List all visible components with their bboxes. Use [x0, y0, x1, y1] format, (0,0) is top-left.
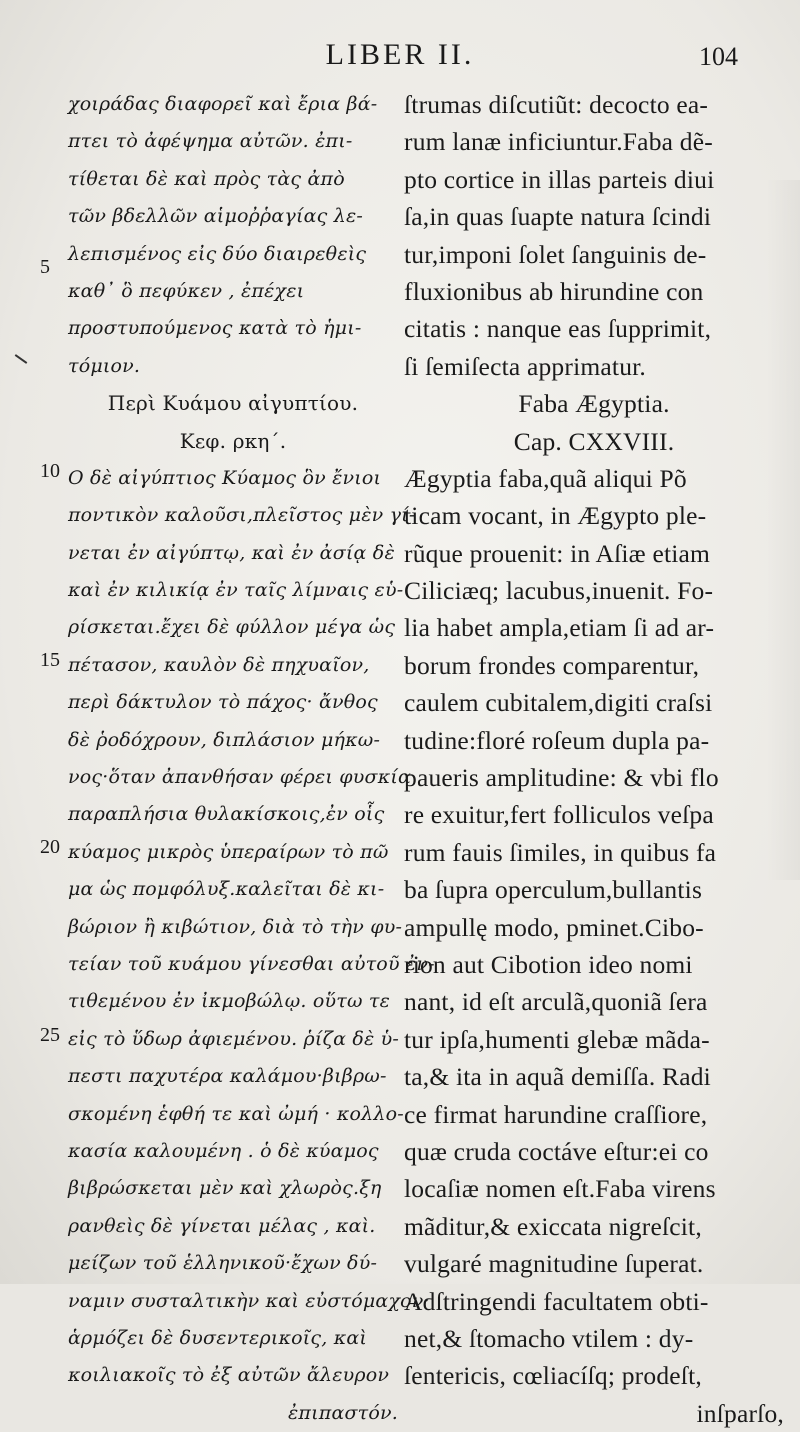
greek-line: κύαμος μικρὸς ὑπεραίρων τὸ πῶ	[68, 840, 389, 863]
greek-line: πεστι παχυτέρα καλάμου·βιβρω-	[68, 1065, 387, 1088]
greek-line: ἐπιπαστόν.	[288, 1401, 398, 1424]
greek-line: μα ὡς πομφόλυξ.καλεῖται δὲ κι-	[68, 878, 385, 901]
margin-mark	[15, 354, 28, 364]
line-number-25: 25	[40, 1024, 60, 1046]
latin-line: pto cortice in illas parteis diui	[404, 164, 715, 194]
latin-line: rum lanæ inficiuntur.Faba dẽ-	[404, 127, 713, 157]
line-number-20: 20	[40, 836, 60, 858]
latin-line: ſentericis, cœliacíſq; prodeſt,	[404, 1361, 702, 1391]
greek-section-title: Περὶ Κυάμου αἰγυπτίου.	[107, 391, 359, 416]
greek-line: βώριον ἢ κιβώτιον, διὰ τὸ τὴν φυ-	[68, 915, 403, 938]
latin-line: rũque prouenit: in Aſiæ etiam	[404, 538, 711, 568]
latin-line: re exuitur,fert folliculos veſpa	[404, 800, 714, 830]
latin-line: ſi ſemiſecta apprimatur.	[404, 351, 647, 381]
greek-line: τιθεμένου ἐν ἰκμοβώλῳ. οὕτω τε	[68, 990, 391, 1013]
latin-line: vulgaré magnitudine ſuperat.	[404, 1249, 704, 1279]
latin-line: lia habet ampla,etiam ſi ad ar-	[404, 613, 715, 643]
latin-line: tur ipſa,humenti glebæ mãda-	[404, 1024, 710, 1054]
folio-number: 104	[699, 42, 738, 71]
greek-line: λεπισμένος εἰς δύο διαιρεθεὶς	[68, 242, 367, 265]
latin-line: mãditur,& exiccata nigreſcit,	[404, 1211, 702, 1241]
latin-line: Adſtringendi facultatem obti-	[404, 1286, 709, 1316]
greek-line: χοιράδας διαφορεῖ καὶ ἔρια βά-	[68, 93, 378, 115]
greek-line: ρίσκεται.ἔχει δὲ φύλλον μέγα ὡς	[68, 616, 396, 639]
greek-line: ναμιν συσταλτικὴν καὶ εὐστόμαχον·	[68, 1289, 430, 1312]
greek-line: κασία καλουμένη . ὁ δὲ κύαμος	[68, 1139, 379, 1162]
page-header	[0, 38, 800, 84]
latin-line: tur,imponi ſolet ſanguinis de-	[404, 239, 707, 269]
latin-line: quæ cruda coctáve eſtur:ei co	[404, 1136, 709, 1166]
latin-line: ta,& ita in aquã demiſſa. Radi	[404, 1062, 711, 1092]
greek-chapter-number: Κεφ. ρκη΄.	[179, 428, 287, 453]
greek-line: μείζων τοῦ ἑλληνικοῦ·ἔχων δύ-	[68, 1252, 378, 1275]
greek-line: ποντικὸν καλοῦσι,πλεῖστος μὲν γί-	[68, 504, 416, 527]
latin-line: ce firmat harundine craſſiore,	[404, 1099, 708, 1129]
latin-line: Ciliciæq; lacubus,inuenit. Fo-	[404, 576, 714, 606]
greek-line: νος·ὅταν ἀπανθήσαν φέρει φυσκία	[68, 766, 412, 789]
greek-line: τίθεται δὲ καὶ πρὸς τὰς ἀπὸ	[68, 167, 345, 190]
latin-line: Ægyptia faba,quã aliqui Põ	[404, 463, 687, 493]
greek-line: νεται ἐν αἰγύπτῳ, καὶ ἐν ἀσίᾳ δὲ	[68, 541, 395, 564]
greek-line: πτει τὸ ἀφέψημα αὐτῶν. ἐπι-	[68, 130, 353, 153]
latin-line: ampullę modo, pminet.Cibo-	[404, 912, 704, 942]
line-number-15: 15	[40, 649, 60, 671]
latin-line: ba ſupra operculum,bullantis	[404, 875, 703, 905]
greek-line: Ο δὲ αἰγύπτιος Κύαμος ὃν ἔνιοι	[68, 466, 382, 489]
latin-line: net,& ſtomacho vtilem : dy-	[404, 1323, 694, 1353]
latin-column	[404, 86, 784, 1432]
latin-line: locaſiæ nomen eſt.Faba virens	[404, 1174, 716, 1204]
greek-line: περὶ δάκτυλον τὸ πάχος· ἄνθος	[68, 691, 378, 714]
latin-line: ticam vocant, in Ægypto ple-	[404, 501, 707, 531]
latin-line: ſtrumas diſcutiũt: decocto ea-	[404, 90, 709, 119]
line-number-5: 5	[40, 256, 50, 278]
greek-line: βιβρώσκεται μὲν καὶ χλωρὸς.ξη	[68, 1177, 382, 1200]
greek-line: ρανθεὶς δὲ γίνεται μέλας , καὶ.	[68, 1214, 376, 1237]
greek-line: παραπλήσια θυλακίσκοις,ἐν οἷς	[68, 803, 385, 826]
line-number-10: 10	[40, 460, 60, 482]
greek-column	[68, 86, 435, 1432]
greek-line: σκομένη ἑφθή τε καὶ ὠμή · κολλο-	[68, 1102, 404, 1125]
latin-line: inſparſo,	[696, 1398, 784, 1428]
greek-line: κοιλιακοῖς τὸ ἐξ αὐτῶν ἄλευρον	[68, 1364, 390, 1387]
greek-line: ἁρμόζει δὲ δυσεντερικοῖς, καὶ	[68, 1326, 368, 1349]
latin-section-title: Faba Ægyptia.	[518, 389, 670, 419]
latin-line: rum fauis ſimiles, in quibus fa	[404, 837, 717, 867]
latin-line: tudine:floré roſeum dupla pa-	[404, 725, 710, 755]
greek-line: δὲ ῥοδόχρουν, διπλάσιον μήκω-	[68, 728, 381, 751]
greek-line: εἰς τὸ ὕδωρ ἀφιεμένου. ῥίζα δὲ ὑ-	[68, 1027, 399, 1050]
latin-line: borum frondes comparentur,	[404, 650, 700, 680]
latin-line: nant, id eſt arculã,quoniã ſera	[404, 987, 708, 1017]
latin-line: caulem cubitalem,digiti craſsi	[404, 688, 713, 718]
greek-line: τείαν τοῦ κυάμου γίνεσθαι αὐτοῦ ἐν-	[68, 952, 435, 975]
greek-line: τόμιον.	[68, 354, 141, 377]
latin-line: paueris amplitudine: & vbi flo	[404, 763, 719, 793]
latin-line: fluxionibus ab hirundine con	[404, 276, 704, 306]
latin-line: citatis : nanque eas ſupprimit,	[404, 314, 712, 344]
latin-line: ſa,in quas ſuapte natura ſcindi	[404, 202, 712, 232]
greek-line: τῶν βδελλῶν αἱμοῤῥαγίας λε-	[68, 205, 363, 228]
greek-line: προστυπούμενος κατὰ τὸ ἡμι-	[68, 317, 362, 340]
greek-line: καθ᾽ ὃ πεφύκεν , ἐπέχει	[68, 279, 305, 302]
greek-line: πέτασον, καυλὸν δὲ πηχυαῖον,	[68, 653, 370, 676]
latin-chapter-number: Cap. CXXVIII.	[513, 426, 675, 456]
running-title: LIBER II.	[325, 38, 475, 71]
latin-line: rion aut Cibotion ideo nomi	[404, 949, 693, 979]
greek-line: καὶ ἐν κιλικίᾳ ἐν ταῖς λίμναις εὑ-	[68, 579, 404, 602]
